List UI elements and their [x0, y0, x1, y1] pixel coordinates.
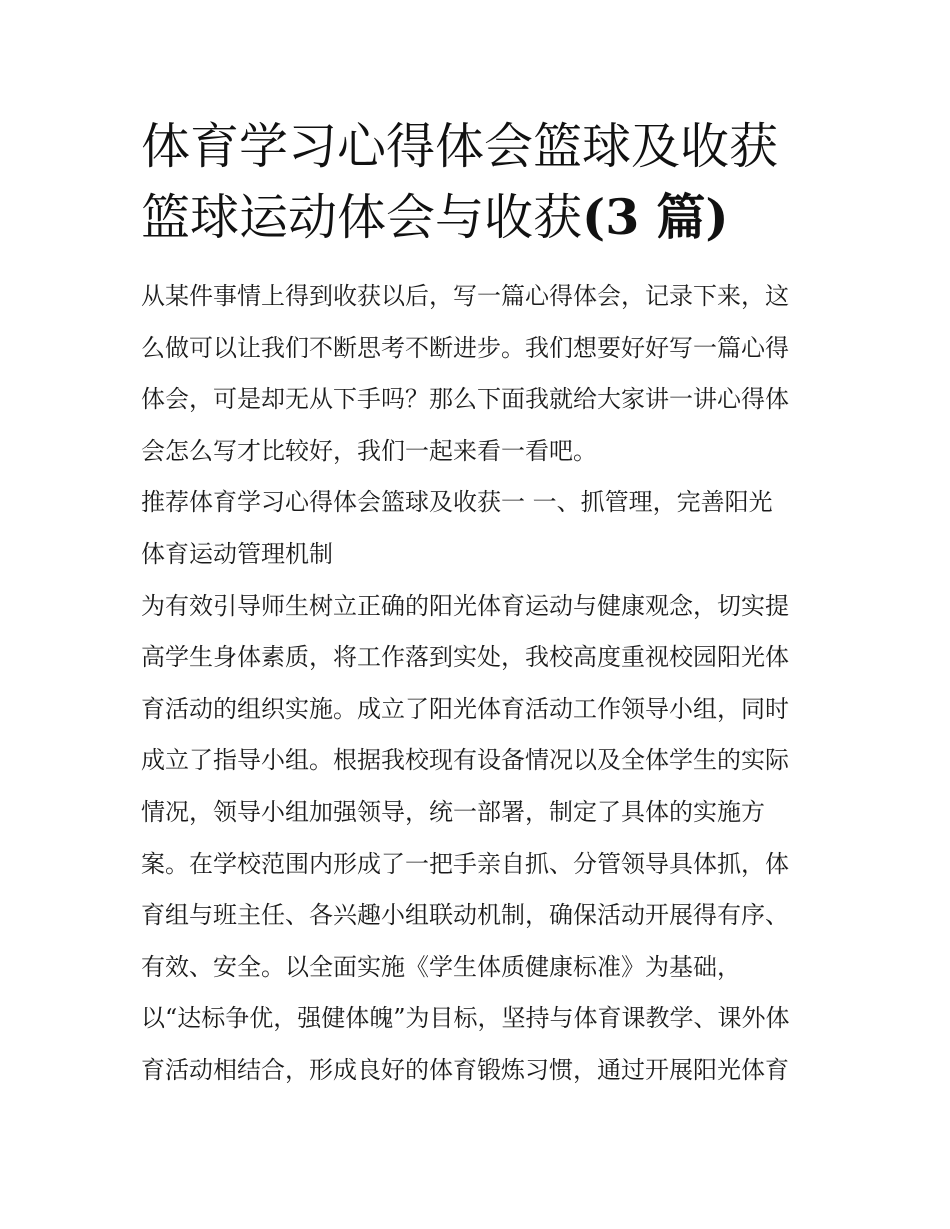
text-line: 从某件事情上得到收获以后，写一篇心得体会，记录下来，这 [141, 282, 789, 310]
text-line: 体会，可是却无从下手吗？那么下面我就给大家讲一讲心得体 [141, 385, 789, 414]
paragraph-intro [141, 271, 813, 477]
text-line: 育组与班主任、各兴趣小组联动机制，确保活动开展得有序、 [141, 901, 789, 930]
text-line: 成立了指导小组。根据我校现有设备情况以及全体学生的实际 [141, 746, 789, 775]
text-line: 体育运动管理机制 [141, 539, 333, 568]
text-line: 以“达标争优，强健体魄”为目标，坚持与体育课教学、课外体 [141, 1004, 790, 1033]
title-line [141, 182, 813, 253]
paragraph-body [141, 581, 813, 1097]
title-suffix: (3 篇) [582, 188, 729, 246]
document-content [141, 112, 813, 1097]
text-line: 么做可以让我们不断思考不断进步。我们想要好好写一篇心得 [141, 333, 789, 362]
document-title [141, 112, 813, 253]
text-line: 育活动的组织实施。成立了阳光体育活动工作领导小组，同时 [141, 694, 789, 723]
text-line: 有效、安全。以全面实施《学生体质健康标准》为基础， [141, 952, 741, 981]
text-line: 育活动相结合，形成良好的体育锻炼习惯，通过开展阳光体育 [141, 1055, 789, 1084]
paragraph-section-heading [141, 477, 813, 580]
text-line: 为有效引导师生树立正确的阳光体育运动与健康观念，切实提 [141, 591, 789, 620]
text-line: 高学生身体素质，将工作落到实处，我校高度重视校园阳光体 [141, 643, 789, 672]
text-line: 情况，领导小组加强领导，统一部署，制定了具体的实施方 [141, 797, 765, 826]
text-line: 会怎么写才比较好，我们一起来看一看吧。 [141, 436, 597, 465]
document-body [141, 271, 813, 1097]
title-line: 体育学习心得体会篮球及收获 [141, 118, 779, 175]
text-line: 推荐体育学习心得体会篮球及收获一 一、抓管理，完善阳光 [141, 488, 773, 517]
text-line: 案。在学校范围内形成了一把手亲自抓、分管领导具体抓，体 [141, 849, 789, 878]
title-line-text: 篮球运动体会与收获 [141, 189, 583, 246]
